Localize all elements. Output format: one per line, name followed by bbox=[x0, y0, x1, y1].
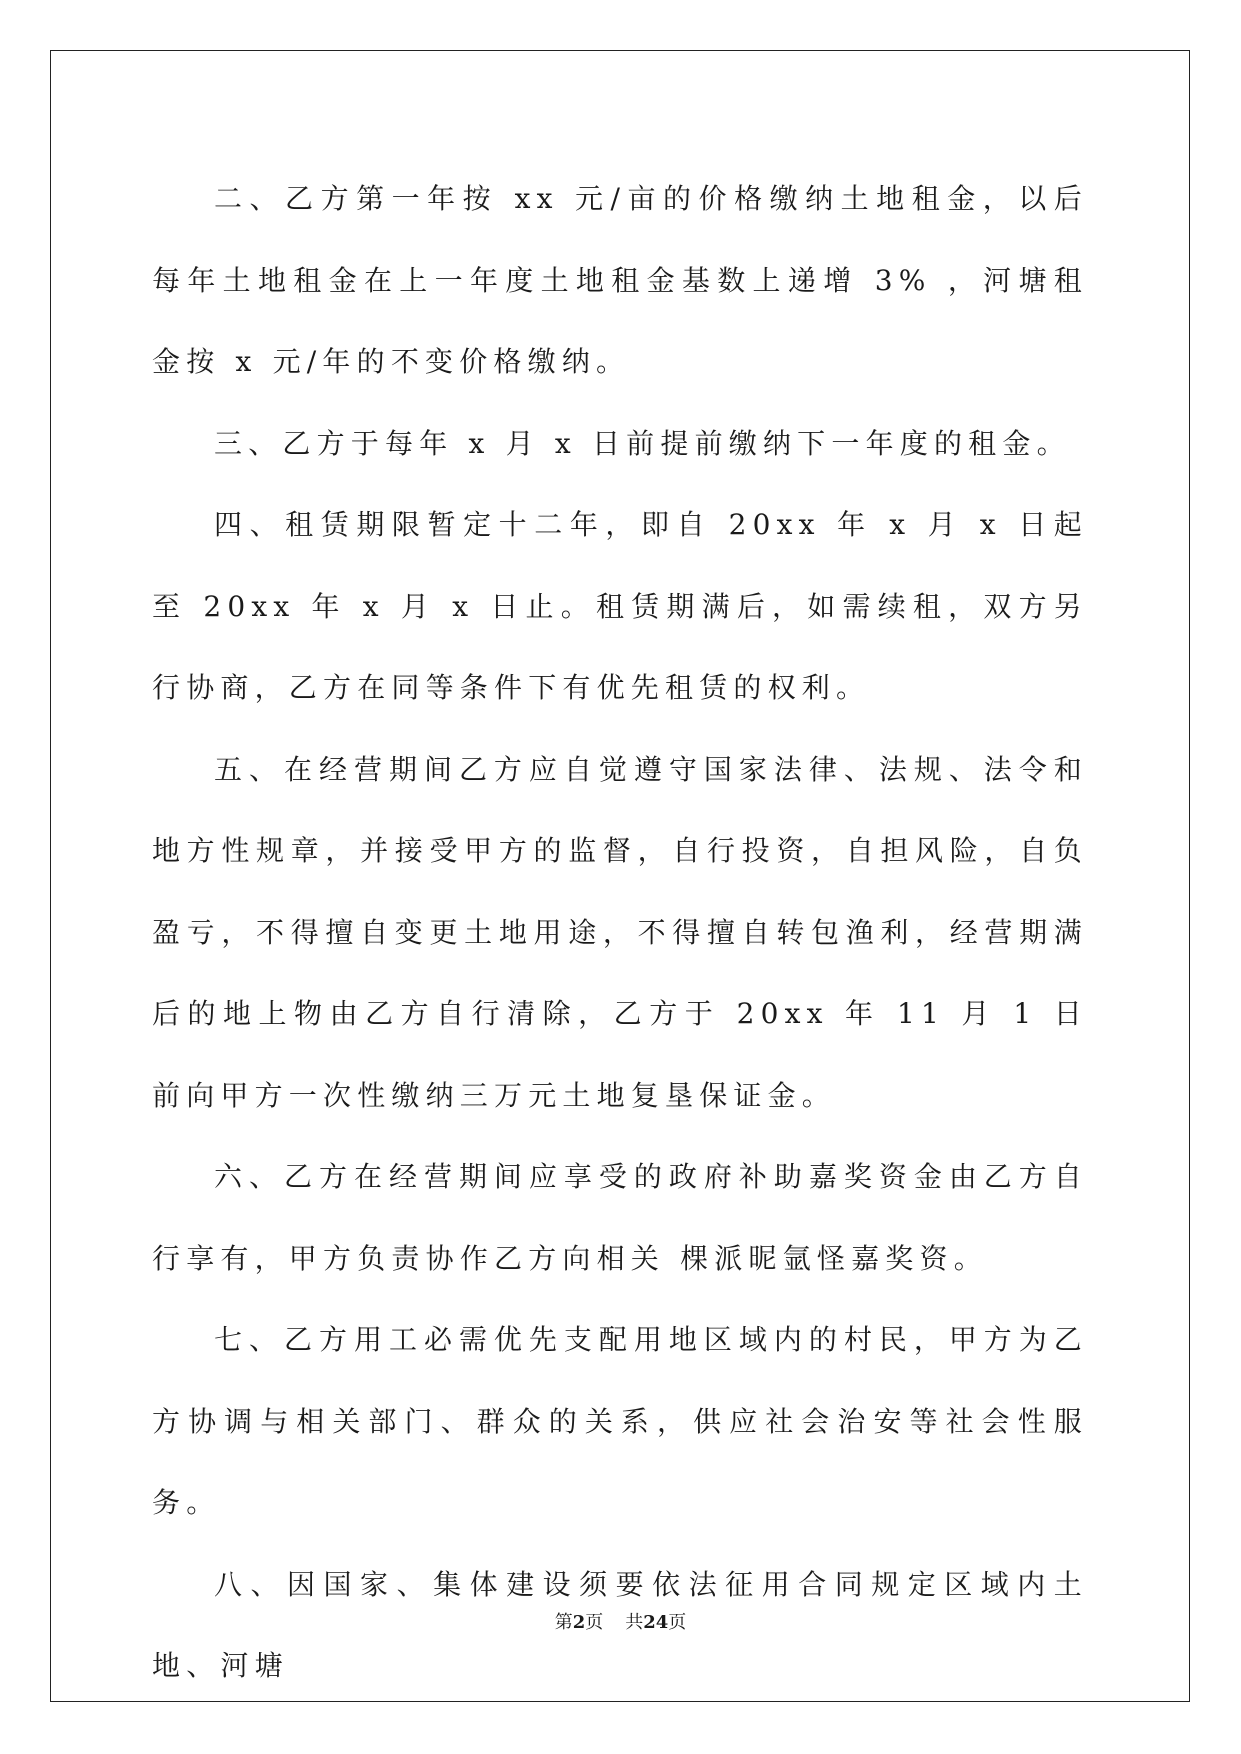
paragraph-5: 五、在经营期间乙方应自觉遵守国家法律、法规、法令和地方性规章，并接受甲方的监督，自行投资，自担风险，自负盈亏，不得擅自变更土地用途，不得擅自转包渔利，经营期满后的地上物由乙方自行清除，乙方于 20xx 年 11 月 1 日前向甲方一次性缴纳三万元土地复垦保证金。 bbox=[152, 752, 1088, 1112]
paragraph-7: 七、乙方用工必需优先支配用地区域内的村民，甲方为乙方协调与相关部门、群众的关系，供应社会治安等社会性服务。 bbox=[152, 1323, 1088, 1519]
page-total: 24 bbox=[643, 1612, 669, 1633]
paragraph-8: 八、因国家、集体建设须要依法征用合同规定区域内土地、河塘 bbox=[152, 1567, 1088, 1682]
total-suffix: 页 bbox=[668, 1612, 687, 1633]
page-footer bbox=[0, 1608, 1241, 1634]
page-prefix: 第 bbox=[554, 1612, 573, 1633]
paragraph-3: 三、乙方于每年 x 月 x 日前提前缴纳下一年度的租金。 bbox=[214, 426, 1071, 460]
paragraph-4: 四、租赁期限暂定十二年，即自 20xx 年 x 月 x 日起至 20xx 年 x 月 x 日止。租赁期满后，如需续租，双方另行协商，乙方在同等条件下有优先租赁的权利。 bbox=[152, 508, 1088, 704]
document-body bbox=[152, 158, 1088, 1707]
paragraph-6: 六、乙方在经营期间应享受的政府补助嘉奖资金由乙方自行享有，甲方负责协作乙方向相关 棵派昵氩怪嘉奖资。 bbox=[152, 1160, 1088, 1275]
page-current: 2 bbox=[572, 1612, 586, 1633]
page-suffix: 页 bbox=[585, 1612, 604, 1633]
paragraph-2: 二、乙方第一年按 xx 元/亩的价格缴纳土地租金，以后每年土地租金在上一年度土地租金基数上递增 3% ，河塘租金按 x 元/年的不变价格缴纳。 bbox=[152, 182, 1088, 378]
total-prefix: 共 bbox=[625, 1612, 644, 1633]
